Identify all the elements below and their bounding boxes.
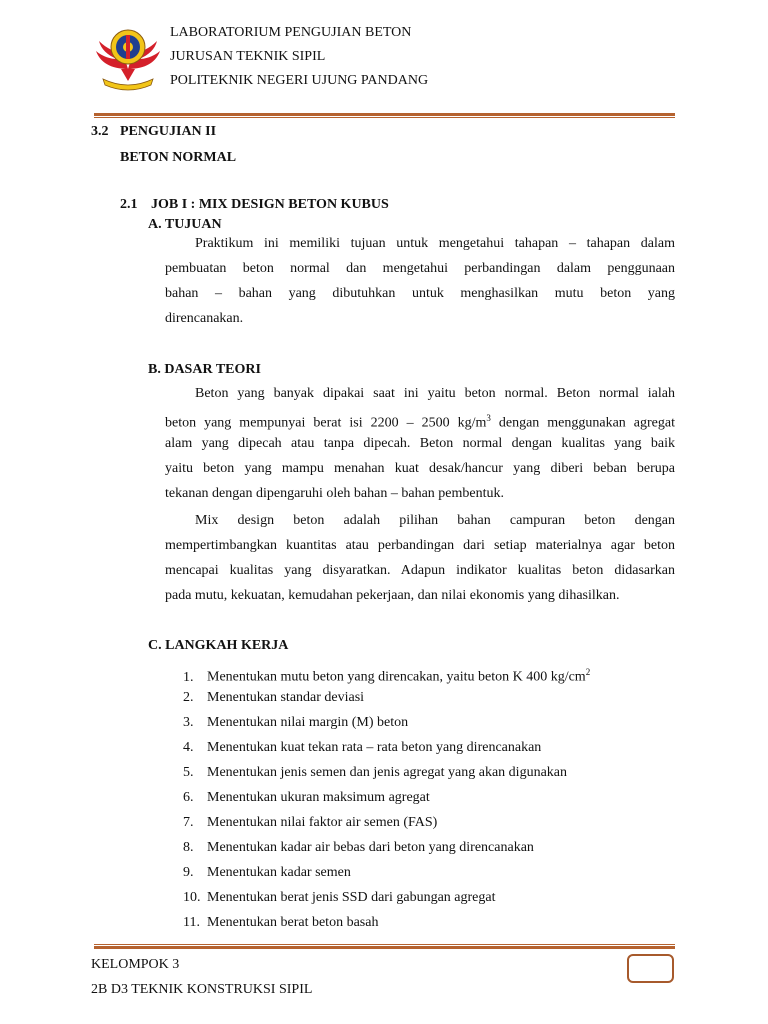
footer-rule xyxy=(94,944,675,949)
list-item: 5. Menentukan jenis semen dan jenis agregat yang akan digunakan xyxy=(183,765,567,780)
list-item: 8. Menentukan kadar air bebas dari beton yang direncanakan xyxy=(183,840,534,855)
dasar-teori-paragraph-1 xyxy=(165,381,675,506)
header-lab-name: LABORATORIUM PENGUJIAN BETON xyxy=(170,25,412,40)
text-line: direncanakan. xyxy=(165,311,244,326)
header-department: JURUSAN TEKNIK SIPIL xyxy=(170,49,326,64)
text-line: Beton yang banyak dipakai saat ini yaitu beton normal. Beton normal ialah xyxy=(195,386,675,401)
list-item: 6. Menentukan ukuran maksimum agregat xyxy=(183,790,430,805)
tujuan-paragraph xyxy=(165,231,675,331)
list-item: 9. Menentukan kadar semen xyxy=(183,865,351,880)
footer-class: 2B D3 TEKNIK KONSTRUKSI SIPIL xyxy=(91,982,313,997)
text-line: mencapai kualitas yang disyaratkan. Adapun indikator kualitas beton didasarkan xyxy=(165,563,675,578)
text-line: pembuatan beton normal dan mengetahui perbandingan dalam penggunaan xyxy=(165,261,675,276)
list-item: 4. Menentukan kuat tekan rata – rata beton yang direncanakan xyxy=(183,740,542,755)
text-line: bahan – bahan yang dibutuhkan untuk menghasilkan mutu beton yang xyxy=(165,286,675,301)
list-item: 10. Menentukan berat jenis SSD dari gabungan agregat xyxy=(183,890,496,905)
text-line: mempertimbangkan kuantitas atau perbandingan dari setiap materialnya agar beton xyxy=(165,538,675,553)
page-number-box xyxy=(627,954,674,983)
list-item: 7. Menentukan nilai faktor air semen (FAS) xyxy=(183,815,438,830)
job-title: JOB I : MIX DESIGN BETON KUBUS xyxy=(151,197,389,212)
section-number: 3.2 xyxy=(91,124,109,139)
list-item: 2. Menentukan standar deviasi xyxy=(183,690,365,705)
list-item: 11. Menentukan berat beton basah xyxy=(183,915,379,930)
dasar-teori-paragraph-2 xyxy=(165,508,675,608)
text-line: tekanan dengan dipengaruhi oleh bahan – bahan pembentuk. xyxy=(165,486,504,501)
footer-group: KELOMPOK 3 xyxy=(91,957,180,972)
text-line: pada mutu, kekuatan, kemudahan pekerjaan, dan nilai ekonomis yang dihasilkan. xyxy=(165,588,620,603)
text-line: alam yang dipecah atau tanpa dipecah. Beton normal dengan kualitas yang baik xyxy=(165,436,675,451)
tujuan-heading: A. TUJUAN xyxy=(148,217,222,232)
superscript: 2 xyxy=(585,667,591,677)
institution-logo xyxy=(93,25,163,93)
langkah-kerja-heading: C. LANGKAH KERJA xyxy=(148,638,289,653)
dasar-teori-heading: B. DASAR TEORI xyxy=(148,362,261,377)
langkah-kerja-list xyxy=(183,660,590,935)
list-item: 3. Menentukan nilai margin (M) beton xyxy=(183,715,409,730)
list-item-text: Menentukan mutu beton yang direncakan, yaitu beton K 400 kg/cm xyxy=(207,669,586,685)
job-number: 2.1 xyxy=(120,197,138,212)
section-subtitle: BETON NORMAL xyxy=(120,150,237,165)
text-line: Mix design beton adalah pilihan bahan campuran beton dengan xyxy=(195,513,675,528)
header-institution: POLITEKNIK NEGERI UJUNG PANDANG xyxy=(170,73,429,88)
list-item xyxy=(183,660,590,685)
text-line: beton yang mempunyai berat isi 2200 – 2500 $kg/m^3$ dengan menggunakan agregat xyxy=(165,413,675,431)
section-title: PENGUJIAN II xyxy=(120,124,217,139)
text-line: Praktikum ini memiliki tujuan untuk mengetahui tahapan – tahapan dalam xyxy=(195,236,675,251)
list-item-number: 1. xyxy=(183,669,194,685)
text-line: yaitu beton yang mampu menahan kuat desak/hancur yang diberi beban berupa xyxy=(165,461,675,476)
header-rule xyxy=(94,113,675,118)
